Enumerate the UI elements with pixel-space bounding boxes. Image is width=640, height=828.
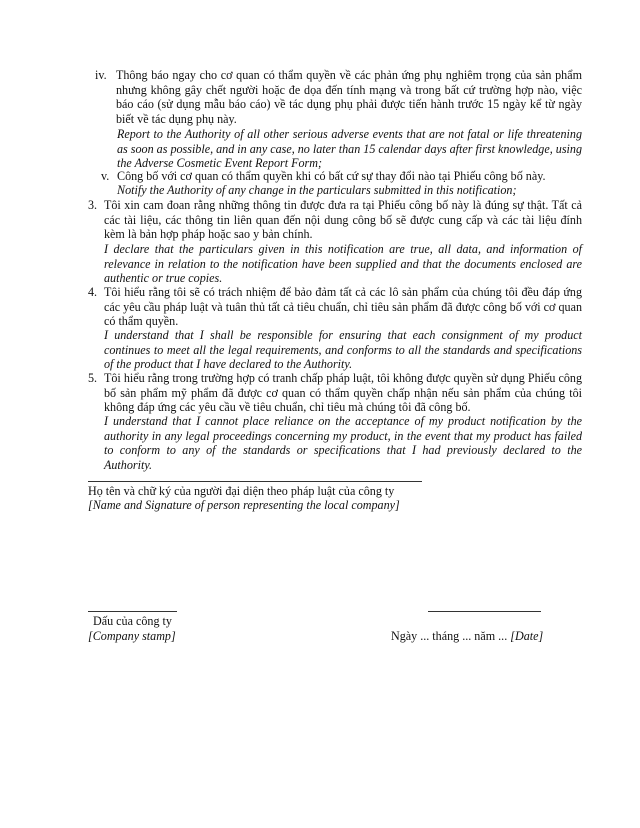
item-v-en: Notify the Authority of any change in the particulars submitted in this notification; bbox=[117, 183, 517, 197]
item-v-vi: Công bố với cơ quan có thẩm quyền khi có bất cứ sự thay đổi nào tại Phiếu công bố này. bbox=[117, 169, 546, 183]
para-3-en: I declare that the particulars given in this notification are true, all data, and information of relevance in relation to the notification have been supplied and that the documents enclosed are authentic or true copies. bbox=[104, 242, 582, 286]
date-label-en: [Date] bbox=[510, 629, 544, 643]
date-label bbox=[391, 629, 543, 644]
signature-line bbox=[88, 481, 422, 482]
para-4-label: 4. bbox=[88, 285, 98, 299]
stamp-label-en: [Company stamp] bbox=[88, 629, 176, 643]
para-5-vi: Tôi hiểu rằng trong trường hợp có tranh chấp pháp luật, tôi không được quyền sử dụng Phiếu công bố sản phẩm mỹ phẩm đã được cơ quan có thẩm quyền chấp nhận nếu sản phẩm của chúng tôi không đáp ứng các yêu cầu về tiêu chuẩn, chỉ tiêu mà chúng tôi đã công bố. bbox=[104, 371, 582, 415]
signature-label-en: [Name and Signature of person representing the local company] bbox=[88, 498, 400, 512]
item-v-label: v. bbox=[101, 169, 110, 183]
para-4-vi: Tôi hiểu rằng tôi sẽ có trách nhiệm để bảo đảm tất cả các lô sản phẩm của chúng tôi đều đáp ứng các yêu cầu pháp luật và tuân thủ tất cả tiêu chuẩn, chỉ tiêu sản phẩm đã được công bố với cơ quan có thẩm quyền. bbox=[104, 285, 582, 329]
stamp-label-vi: Dấu của công ty bbox=[93, 614, 172, 628]
date-line bbox=[428, 611, 541, 612]
date-label-vi: Ngày ... tháng ... năm ... bbox=[391, 629, 508, 643]
item-iv-vi: Thông báo ngay cho cơ quan có thẩm quyền về các phản ứng phụ nghiêm trọng của sản phẩm nhưng không gây chết người hoặc đe dọa đến tính mạng và trong bất cứ trường hợp nào, việc báo cáo (sử dụng mẫu báo cáo) về tác dụng phụ phải được tiến hành trước 15 ngày kể từ ngày biết về tác dụng phụ này. bbox=[116, 68, 582, 126]
para-5-en: I understand that I cannot place reliance on the acceptance of my product notification by the authority in any legal proceedings concerning my product, in the event that my product has failed to conform to any of the standards or specifications that I had previously declared to the Authority. bbox=[104, 414, 582, 472]
signature-label-vi: Họ tên và chữ ký của người đại diện theo pháp luật của công ty bbox=[88, 484, 395, 498]
item-iv-en: Report to the Authority of all other serious adverse events that are not fatal or life threatening as soon as possible, and in any case, no later than 15 calendar days after first knowledge, using the Adverse Cosmetic Event Report Form; bbox=[117, 127, 582, 171]
stamp-line bbox=[88, 611, 177, 612]
para-5-label: 5. bbox=[88, 371, 98, 385]
para-4-en: I understand that I shall be responsible for ensuring that each consignment of my product continues to meet all the legal requirements, and conforms to all the standards and specifications of the product that I have declared to the Authority. bbox=[104, 328, 582, 372]
item-iv-label: iv. bbox=[95, 68, 107, 82]
para-3-vi: Tôi xin cam đoan rằng những thông tin được đưa ra tại Phiếu công bố này là đúng sự thật. Tất cả các tài liệu, các thông tin liên quan đến nội dung công bố sẽ được cung cấp và các tài liệu đính kèm là bản hợp pháp hoặc sao y bản chính. bbox=[104, 198, 582, 242]
para-3-label: 3. bbox=[88, 198, 98, 212]
